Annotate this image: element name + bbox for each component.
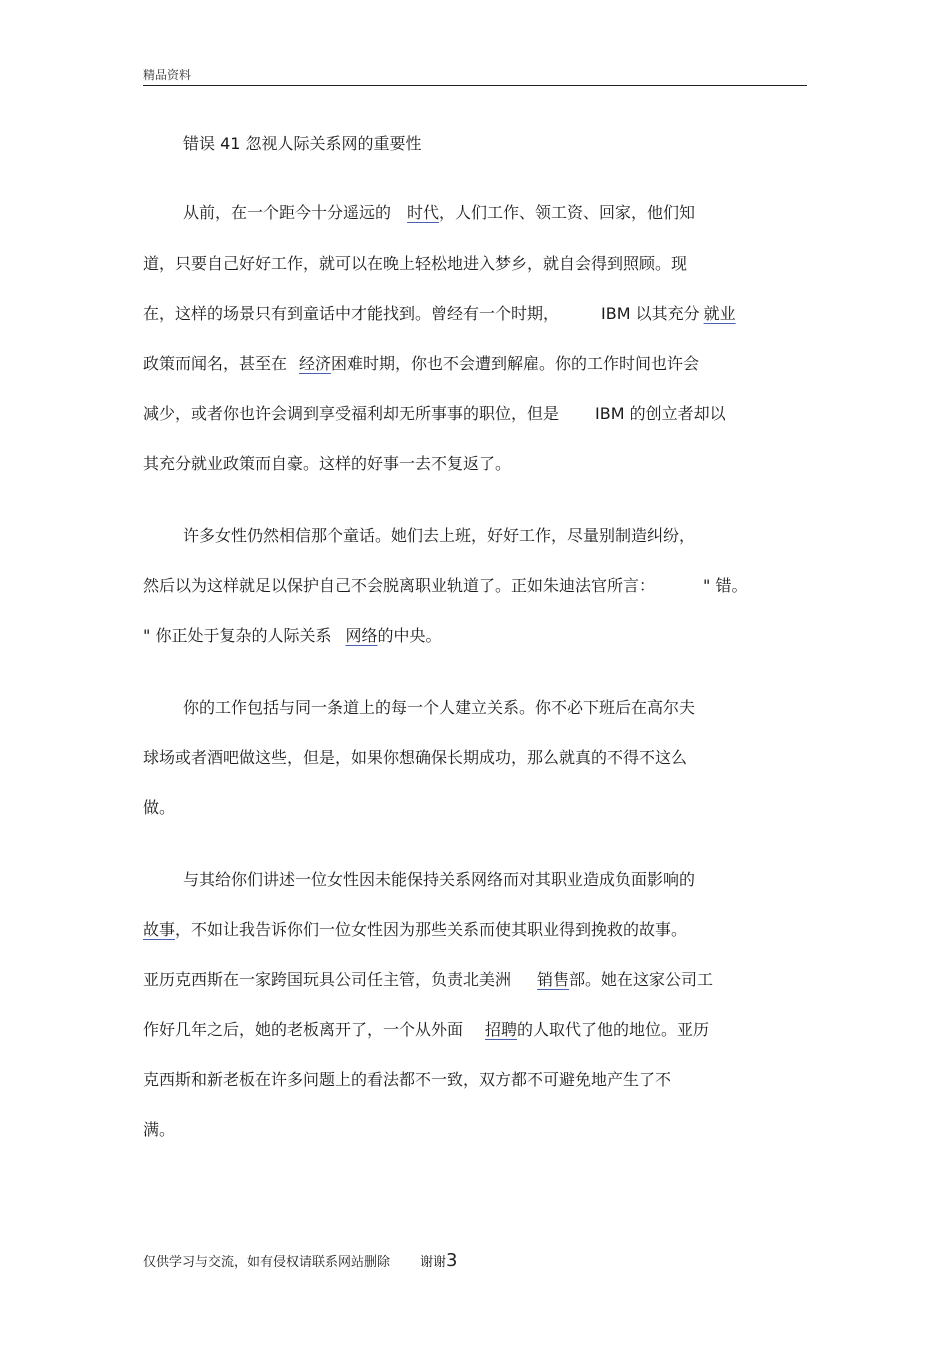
paragraph-4-line-1: 与其给你们讲述一位女性因未能保持关系网络而对其职业造成负面影响的 <box>183 870 696 889</box>
link-shidai[interactable]: 时代 <box>407 203 440 222</box>
paragraph-1-line-3: 在，这样的场景只有到童话中才能找到。曾经有一个时期， IBM 以其充分 就业 <box>143 304 736 323</box>
page-number: 3 <box>446 1250 458 1271</box>
header-rule <box>143 85 807 86</box>
paragraph-1-line-5: 减少，或者你也许会调到享受福利却无所事事的职位，但是 IBM 的创立者却以 <box>143 404 726 423</box>
link-gushi[interactable]: 故事 <box>143 920 176 939</box>
footer-thanks: 谢谢 <box>420 1255 447 1270</box>
link-jiuye[interactable]: 就业 <box>703 304 736 323</box>
paragraph-1-line-1: 从前，在一个距今十分遥远的 时代，人们工作、领工资、回家，他们知 <box>183 203 696 222</box>
paragraph-4-line-5: 克西斯和新老板在许多问题上的看法都不一致，双方都不可避免地产生了不 <box>143 1070 672 1089</box>
header-label: 精品资料 <box>143 68 192 82</box>
paragraph-3-line-3: 做。 <box>143 798 176 817</box>
paragraph-1-line-2: 道，只要自己好好工作，就可以在晚上轻松地进入梦乡，就自会得到照顾。现 <box>143 254 688 273</box>
paragraph-1-line-4: 政策而闻名，甚至在 经济困难时期，你也不会遭到解雇。你的工作时间也许会 <box>143 354 700 373</box>
paragraph-4-line-3: 亚历克西斯在一家跨国玩具公司任主管，负责北美洲 销售部。她在这家公司工 <box>143 970 714 989</box>
paragraph-2-line-1: 许多女性仍然相信那个童话。她们去上班，好好工作，尽量别制造纠纷， <box>183 526 696 545</box>
link-xiaoshou[interactable]: 销售 <box>537 970 570 989</box>
paragraph-2-line-3: " 你正处于复杂的人际关系 网络的中央。 <box>143 626 442 645</box>
paragraph-1-line-6: 其充分就业政策而自豪。这样的好事一去不复返了。 <box>143 454 512 473</box>
link-zhaopin[interactable]: 招聘 <box>485 1020 518 1039</box>
paragraph-4-line-6: 满。 <box>143 1120 176 1139</box>
paragraph-3-line-1: 你的工作包括与同一条道上的每一个人建立关系。你不必下班后在高尔夫 <box>183 698 696 717</box>
link-jingji[interactable]: 经济 <box>299 354 332 373</box>
paragraph-4-line-4: 作好几年之后，她的老板离开了，一个从外面 招聘的人取代了他的地位。亚历 <box>143 1020 710 1039</box>
paragraph-2-line-2: 然后以为这样就足以保护自己不会脱离职业轨道了。正如朱迪法官所言： " 错。 <box>143 576 748 595</box>
footer-notice: 仅供学习与交流，如有侵权请联系网站删除 <box>143 1255 391 1270</box>
footer <box>143 1250 457 1271</box>
paragraph-4-line-2: 故事，不如让我告诉你们一位女性因为那些关系而使其职业得到挽救的故事。 <box>143 920 688 939</box>
link-wangluo[interactable]: 网络 <box>345 626 378 645</box>
document-title: 错误 41 忽视人际关系网的重要性 <box>183 134 422 153</box>
paragraph-3-line-2: 球场或者酒吧做这些，但是，如果你想确保长期成功，那么就真的不得不这么 <box>143 748 688 767</box>
